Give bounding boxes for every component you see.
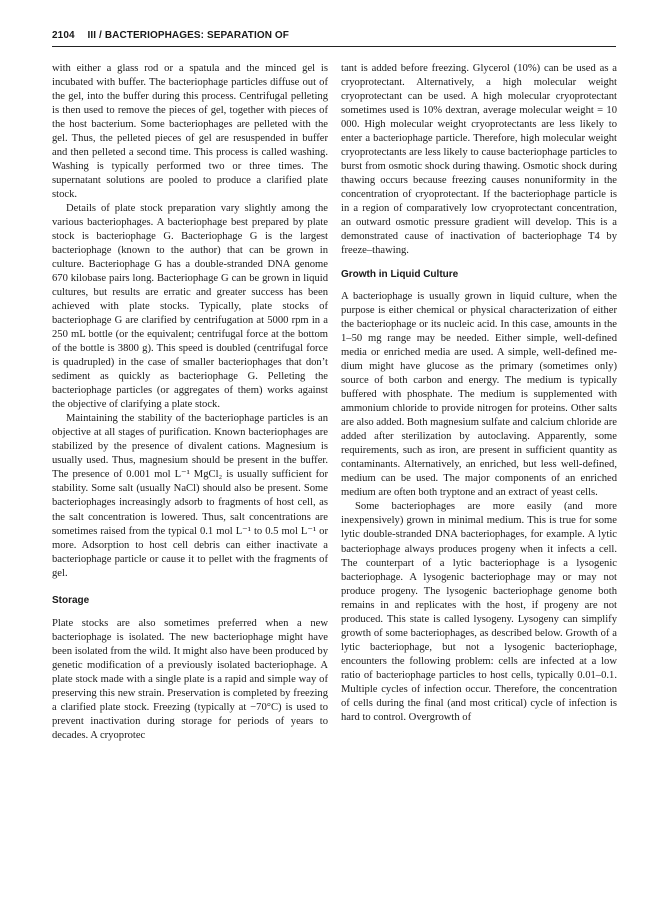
running-title: III / BACTERIOPHAGES: SEPARATION OF: [87, 30, 290, 41]
paragraph: Some bacteriophages are more easily (and more inexpensively) grown in minimal medium. This is true for some lytic double-stranded DNA bacteriophages, for example. A lytic bacteriophage always produces progeny when it infects a cell. The counterpart of a lytic bacteriophage is a lysogenic bacteriophage. A lysogenic bacteriophage may or may not produce progeny. The lysogenic bacteriophage genome both remains in and replicates with the host, if progeny are not produced. This state is called lysogeny. Lysogeny can simplify growth of some bacteriophages, as described below. Growth of a lytic bacteriophage, but not a lysogenic bacteriophage, encounters the following problem: cells are infected at a low ratio of bacteriophage particles to host cells, typically 0.01–0.1. Multiple cycles of infection occur. Therefore, the concentration of cells during the final (and most critical) cycle of infection is hard to control. Overgrowth of: [341, 501, 617, 723]
header-rule: [52, 46, 616, 47]
paragraph: A bacteriophage is usually grown in liquid culture, when the purpose is either chemical or physical characterization of either the bacteriophage or its nucleic acid. In this case, amounts in the 1–50 mg range may be needed. Either simple, well-defined media or enriched media are used. A simple, well-defined medium might have glucose as the primary (sometimes only) source of both carbon and energy. The medium is typically buffered with phosphate. The medium is supplemented with ammonium chloride to provide nitrogen for proteins. Other salts are also added. Both magnesium sulfate and calcium chloride are added after sterilization by autoclaving. Apparently, some requirements, such as iron, are present in sufficient quantity as contaminants. Alternatively, an enriched, but less well-defined, medium can be used. The major components of an enriched medium are often both tryptone and an extract of yeast cells.: [341, 291, 617, 499]
paragraph: Maintaining the stability of the bacteriophage particles is an objective at all stages of purification. Known bacteriophages are stabilized by the presence of divalent cations. Magnesium is usually used. Thus, magnesium should be present in the buffer. The presence of 0.001 mol L⁻¹ MgCl₂ is usually sufficient for stability. Some salt (usually NaCl) should also be present. Some bacteriophages increasingly adsorb to fragments of host cell, as the salt concentration is lowered. Thus, salt concentrations are sometimes raised from the typical 0.1 mol L⁻¹ to 0.5 mol L⁻¹ or more. Adsorption to host cell debris can either inactivate a bacteriophage particle or cause it to pellet with the fragments of gel.: [52, 413, 328, 579]
page-number: 2104: [52, 30, 75, 41]
paragraph: Plate stocks are also sometimes preferred when a new bacteriophage is isolated. The new bacteriophage might have been isolated from the wild. It might also have been produced by genetic modification of a previously isolated bacteriophage. A plate stock made with a single plate is a rapid and simple way of preserving this new strain. Preservation is completed by freezing a clarified plate stock. Freezing (typically at −70°C) is used to prevent inactivation during storage for periods of years to decades. A cryoprotec: [52, 617, 328, 741]
section-heading-storage: Storage: [52, 594, 90, 606]
paragraph: with either a glass rod or a spatula and the minced gel is incubated with buffer. The bacteriophage particles diffuse out of the gel, into the buffer during this process. Centrifugal pelleting is then used to remove the pieces of gel, together with pieces of the host bacterium. Some bacteriophages are pelleted with the gel. Thus, the pelleted pieces of gel are resuspended in buffer and then pelleted a second time. This process is called washing. Washing is typically performed two or three times. The supernatant solutions are pooled to produce a clarified plate stock.: [52, 63, 328, 201]
section-heading-growth: Growth in Liquid Culture: [341, 269, 459, 281]
right-column: [341, 62, 617, 725]
left-column: [52, 62, 328, 743]
paragraph: Details of plate stock preparation vary slightly among the various bacteriophages. A bacteriophage best prepared by plate stock is bacteriophage G. Bacteriophage G is the largest bacteriophage (known to the author) that can be grown in culture. Bacteriophage G has a double-stranded DNA genome 670 kilobase pairs long. Bacteriophage G can be grown in liquid cultures, but results are erratic and greater success has been achieved with plate stocks. Typically, plate stocks of bacteriophage G are clarified by centrifugation at 5000 rpm in a 250 mL bottle (or the equivalent; centrifugal force at the bottom of the bottle is 3800 g). This speed is doubled (centrifugal force is quadrupled) in the case of smaller bacteriophages that don’t sediment as quickly as bacteriophage G. Pelleting the bacteriophage particles (or aggregates of them) works against the objective of clarifying a plate stock.: [52, 203, 328, 411]
paragraph: tant is added before freezing. Glycerol (10%) can be used as a cryoprotectant. Alternatively, a high molecular weight cryoprotectant can be used. A high molecular cryoprotectant sometimes used is 10% dextran, average molecular weight = 10 000. High molecular weight cryoprotectants are less likely to enter a bacteriophage particle. Therefore, high molecular weight cryoprotectants are less likely to cause bacteriophage particles to burst from osmotic shock during thawing. Osmotic shock during thawing occurs because freezing causes nonuniformity in the concentration of cryoprotectant. If the bacteriophage particle is in a region of comparatively low cryoprotectant concentration, an outward osmotic pressure gradient will develop. This is a demonstrated cause of inactivation of bacteriophage T4 by freeze–thawing.: [341, 63, 617, 257]
